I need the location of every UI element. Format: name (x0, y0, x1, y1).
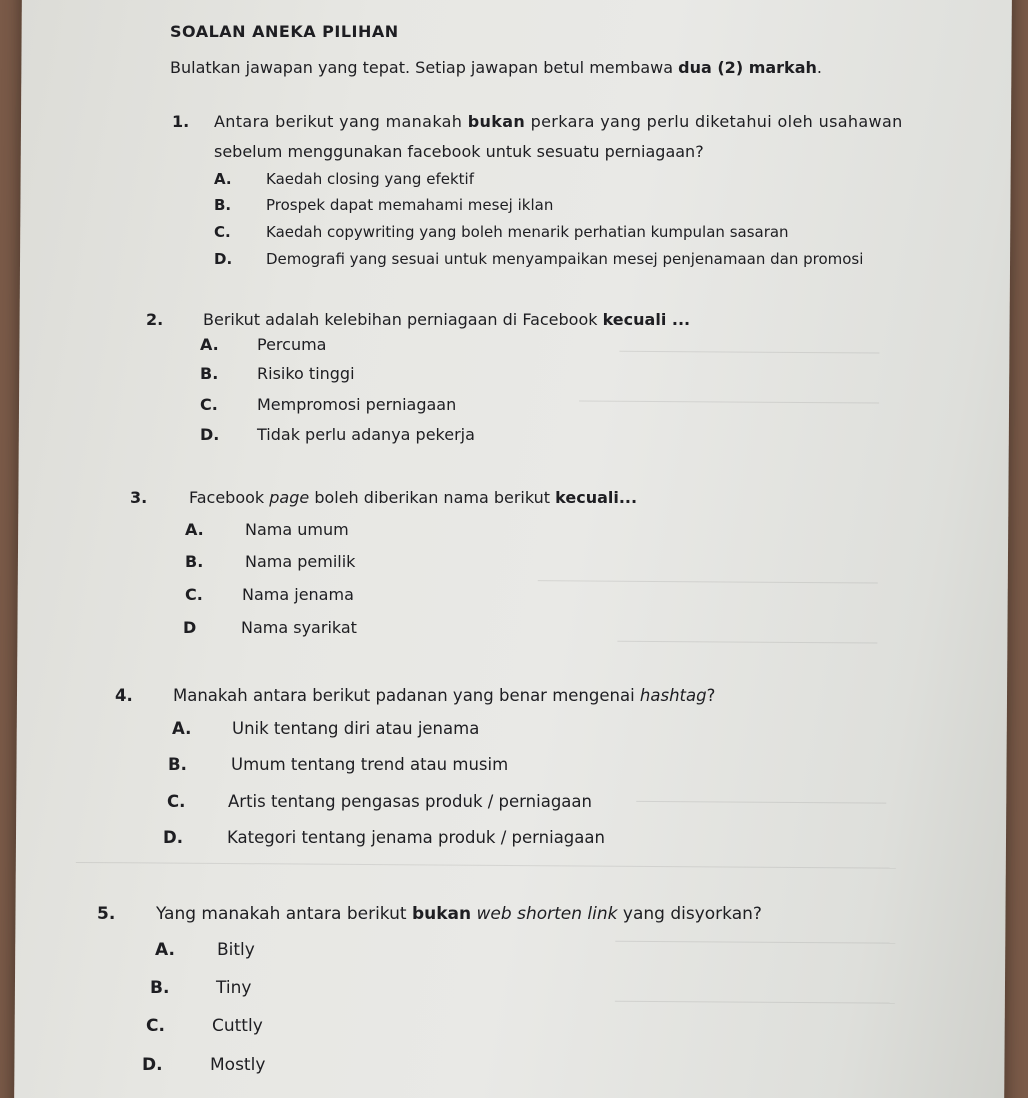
option-text: Nama umum (245, 520, 349, 539)
option-text: Kategori tentang jenama produk / perniagaan (227, 828, 605, 847)
option-text: Demografi yang sesuai untuk menyampaikan mesej penjenamaan dan promosi (266, 250, 864, 268)
question-number: 3. (130, 488, 148, 507)
instruction-text (170, 58, 822, 77)
option-letter: A. (185, 520, 204, 539)
option-text: Kaedah copywriting yang boleh menarik perhatian kumpulan sasaran (266, 223, 789, 241)
question-stem-line2: sebelum menggunakan facebook untuk sesuatu perniagaan? (214, 142, 704, 161)
section-title: SOALAN ANEKA PILIHAN (170, 22, 399, 41)
question-stem: Facebook page boleh diberikan nama berikut kecuali... (189, 488, 638, 507)
option-text: Nama syarikat (241, 618, 357, 637)
option-letter: D. (163, 828, 183, 847)
question-stem: Manakah antara berikut padanan yang benar mengenai hashtag? (173, 686, 716, 705)
option-letter: D. (214, 250, 233, 268)
question-number: 4. (115, 686, 133, 705)
option-letter: A. (172, 719, 192, 738)
option-text: Artis tentang pengasas produk / perniagaan (228, 792, 592, 811)
option-letter: C. (214, 223, 231, 241)
question-stem: Berikut adalah kelebihan perniagaan di Facebook kecuali ... (203, 310, 691, 329)
option-letter: B. (200, 364, 219, 383)
instruction-marks: dua (2) markah (678, 58, 817, 77)
instruction-end: . (816, 58, 822, 77)
question-number: 5. (97, 904, 116, 924)
option-text: Tiny (216, 978, 252, 998)
option-letter: C. (167, 792, 186, 811)
option-text: Cuttly (212, 1016, 263, 1036)
option-text: Tidak perlu adanya pekerja (257, 425, 475, 444)
option-letter: C. (146, 1016, 165, 1036)
option-text: Bitly (217, 940, 255, 960)
option-letter: B. (168, 755, 187, 774)
option-text: Kaedah closing yang efektif (266, 170, 474, 188)
option-letter: A. (200, 335, 219, 354)
option-text: Risiko tinggi (257, 364, 355, 383)
option-letter: D (183, 618, 197, 637)
option-text: Unik tentang diri atau jenama (232, 719, 480, 738)
question-stem: Yang manakah antara berikut bukan web shorten link yang disyorkan? (156, 904, 762, 924)
option-text: Nama jenama (242, 585, 354, 604)
option-letter: B. (185, 552, 204, 571)
question-number: 2. (146, 310, 164, 329)
option-text: Nama pemilik (245, 552, 356, 571)
option-letter: C. (185, 585, 203, 604)
option-text: Umum tentang trend atau musim (231, 755, 509, 774)
option-text: Percuma (257, 335, 327, 354)
option-letter: A. (155, 940, 175, 960)
instruction-part: Bulatkan jawapan yang tepat. Setiap jawapan betul membawa (170, 58, 679, 77)
option-text: Mostly (210, 1055, 266, 1075)
option-text: Mempromosi perniagaan (257, 395, 457, 414)
option-letter: B. (150, 978, 170, 998)
question-stem-line1: Antara berikut yang manakah bukan perkara yang perlu diketahui oleh usahawan (214, 112, 903, 131)
option-letter: A. (214, 170, 232, 188)
question-number: 1. (172, 112, 190, 131)
option-text: Prospek dapat memahami mesej iklan (266, 196, 554, 214)
option-letter: D. (200, 425, 220, 444)
option-letter: C. (200, 395, 218, 414)
option-letter: D. (142, 1055, 163, 1075)
option-letter: B. (214, 196, 232, 214)
